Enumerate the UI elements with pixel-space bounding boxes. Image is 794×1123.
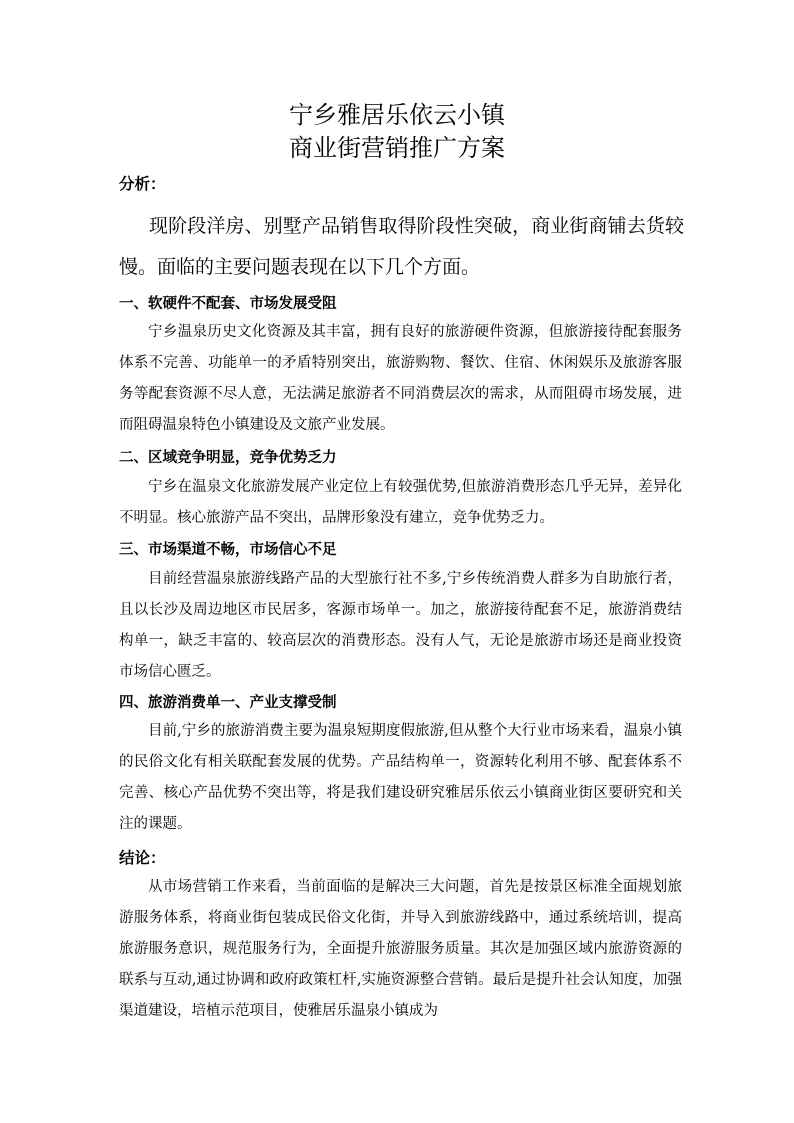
- document-title-line1: 宁乡雅居乐依云小镇: [289, 101, 505, 129]
- conclusion-paragraph: 从市场营销工作来看，当前面临的是解决三大问题，首先是按景区标准全面规划旅游服务体系，将商业街包装成民俗文化街，并导入到旅游线路中，通过系统培训，提高旅游服务意识，规范服务行为，全面提升旅游服务质量。其次是加强区域内旅游资源的联系与互动,通过协调和政府政策杠杆,实施资源整合营销。最后是提升社会认知度，加强渠道建设，培植示范项目，使雅居乐温泉小镇成为: [119, 879, 682, 1019]
- intro-paragraph: 现阶段洋房、别墅产品销售取得阶段性突破，商业街商铺去货较慢。面临的主要问题表现在以下几个方面。: [119, 215, 684, 278]
- section-body-1: 宁乡温泉历史文化资源及其丰富，拥有良好的旅游硬件资源，但旅游接待配套服务体系不完善、功能单一的矛盾特别突出，旅游购物、餐饮、住宿、休闲娱乐及旅游客服务等配套资源不尽人意，无法满足旅游者不同消费层次的需求，从而阻碍市场发展，进而阻碍温泉特色小镇建设及文旅产业发展。: [119, 324, 682, 433]
- section-heading-4: 四、旅游消费单一、产业支撑受制: [119, 695, 337, 711]
- document-title-line2: 商业街营销推广方案: [289, 134, 505, 162]
- section-heading-1: 一、软硬件不配套、市场发展受阻: [119, 296, 337, 312]
- section-body-4: 目前,宁乡的旅游消费主要为温泉短期度假旅游,但从整个大行业市场来看，温泉小镇的民俗文化有相关联配套发展的优势。产品结构单一，资源转化利用不够、配套体系不完善、核心产品优势不突出等，将是我们建设研究雅居乐依云小镇商业街区要研究和关注的课题。: [119, 723, 682, 832]
- analysis-label: 分析：: [119, 175, 166, 193]
- conclusion-label: 结论：: [119, 849, 166, 867]
- section-heading-3: 三、市场渠道不畅，市场信心不足: [119, 542, 337, 558]
- section-heading-2: 二、区域竞争明显，竞争优势乏力: [119, 450, 337, 466]
- section-body-2: 宁乡在温泉文化旅游发展产业定位上有较强优势,但旅游消费形态几乎无异，差异化不明显。核心旅游产品不突出，品牌形象没有建立，竞争优势乏力。: [119, 479, 682, 526]
- section-body-3: 目前经营温泉旅游线路产品的大型旅行社不多,宁乡传统消费人群多为自助旅行者，且以长沙及周边地区市民居多，客源市场单一。加之，旅游接待配套不足，旅游消费结构单一，缺乏丰富的、较高层次的消费形态。没有人气，无论是旅游市场还是商业投资市场信心匮乏。: [119, 571, 682, 680]
